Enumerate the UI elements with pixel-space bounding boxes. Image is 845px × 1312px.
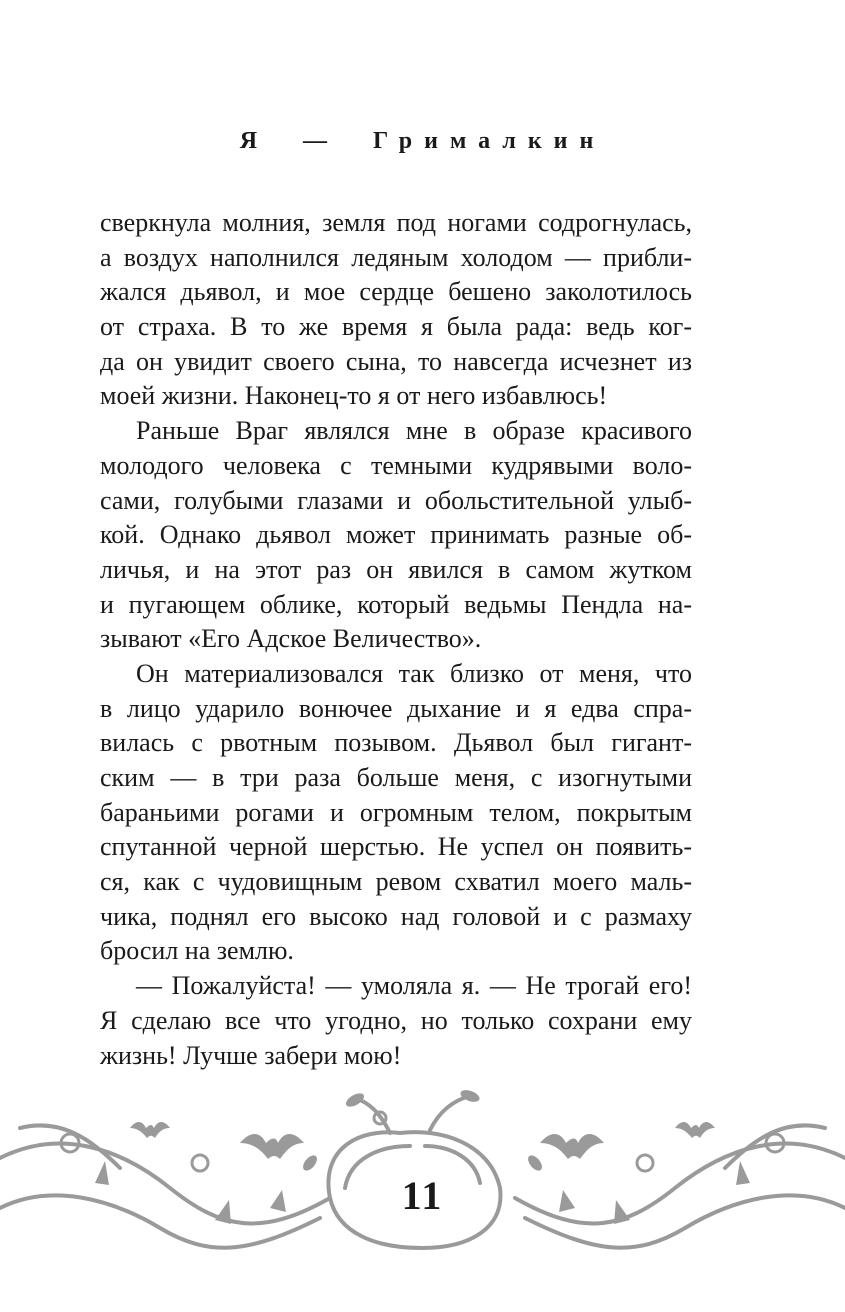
page-number: 11 xyxy=(401,1173,444,1218)
body-text-line: — Пожалуйста! — умоляла я. — Не трогай его! xyxy=(136,971,692,1001)
body-text-line: Он материализовался так близко от меня, что xyxy=(136,658,692,688)
body-text xyxy=(100,206,692,1073)
body-text-line: ся, как с чудовищным ревом схватил моего маль- xyxy=(100,867,692,897)
body-text-line: спутанной черной шерстью. Не успел он появить- xyxy=(100,832,692,862)
body-text-line: бараньими рогами и огромным телом, покрытым xyxy=(100,797,692,827)
body-text-line: моей жизни. Наконец-то я от него избавлюсь! xyxy=(100,381,608,411)
body-text-line: ским — в три раза больше меня, с изогнутыми xyxy=(100,763,692,792)
body-text-line: бросил на землю. xyxy=(100,936,294,966)
body-text-line: а воздух наполнился ледяным холодом — прибли- xyxy=(100,242,692,272)
body-text-line: вилась с рвотным позывом. Дьявол был гигант- xyxy=(100,728,692,758)
body-text-line: Я сделаю все что угодно, но только сохрани ему xyxy=(100,1005,692,1035)
body-text-line: в лицо ударило вонючее дыхание и я едва спра- xyxy=(100,693,692,723)
body-text-line: молодого человека с темными кудрявыми воло- xyxy=(100,450,692,480)
running-head xyxy=(0,128,845,155)
body-text-line: личья, и на этот раз он явился в самом жутком xyxy=(100,554,692,584)
body-text-line: зывают «Его Адское Величество». xyxy=(100,624,482,654)
running-head-title: Грималкин xyxy=(373,128,606,154)
body-text-line: чика, поднял его высоко над головой и с размаху xyxy=(100,901,692,931)
body-text-line: сами, голубыми глазами и обольстительной улыб- xyxy=(100,485,692,515)
body-text-line: и пугающем облике, который ведьмы Пендла на- xyxy=(100,589,692,619)
body-text-line: от страха. В то же время я была рада: ведь ког- xyxy=(100,312,692,342)
body-text-line: кой. Однако дьявол может принимать разные об- xyxy=(100,520,692,550)
body-text-line: сверкнула молния, земля под ногами содрогнулась, xyxy=(100,208,692,237)
body-text-line: да он увидит своего сына, то навсегда исчезнет из xyxy=(100,346,692,376)
running-head-dash: — xyxy=(303,128,340,154)
body-text-line: жизнь! Лучше забери мою! xyxy=(100,1040,402,1070)
body-text-line: Раньше Враг являлся мне в образе красивого xyxy=(136,416,692,446)
body-text-line: жался дьявол, и мое сердце бешено заколотилось xyxy=(100,277,692,307)
running-head-author-pronoun: Я xyxy=(239,128,270,154)
